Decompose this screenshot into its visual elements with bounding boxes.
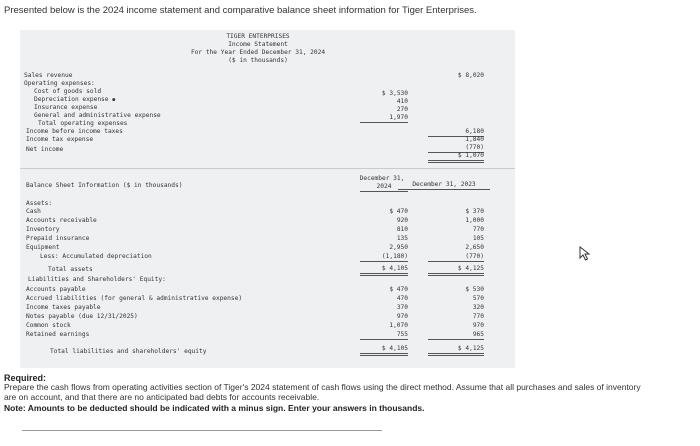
asset-row-label: Less: Accumulated depreciation xyxy=(40,253,152,260)
depreciation-label-text: Depreciation expense xyxy=(34,96,109,103)
liability-row-2024: 970 xyxy=(396,313,408,320)
general-admin-value: 1,970 xyxy=(360,114,408,123)
total-assets-2023: $ 4,125 xyxy=(428,265,484,276)
col-2024-line2: 2024 xyxy=(360,183,408,192)
section-divider xyxy=(20,168,515,169)
liability-row-2024: 755 xyxy=(360,331,408,340)
net-income-value: $ 1,070 xyxy=(428,152,484,163)
required-note: Note: Amounts to be deducted should be indicated with a minus sign. Enter your answers in thousands. xyxy=(4,403,425,413)
asset-row-2023: 770 xyxy=(472,226,484,233)
total-operating-label: Total operating expenses xyxy=(38,120,128,127)
liability-row-2024: 370 xyxy=(396,304,408,311)
asset-row-2024: 135 xyxy=(396,235,408,242)
required-title: Required: xyxy=(4,373,47,383)
asset-row-2024: 920 xyxy=(396,217,408,224)
income-before-taxes-label: Income before income taxes xyxy=(26,128,123,135)
total-liabilities-2023: $ 4,125 xyxy=(428,345,484,356)
general-admin-label: General and administrative expense xyxy=(34,112,161,119)
income-tax-value: (770) xyxy=(428,144,484,153)
financial-statements-image xyxy=(20,30,515,368)
liability-row-2023: 965 xyxy=(428,331,484,340)
liability-row-2024: $ 470 xyxy=(389,286,408,293)
asset-row-2024: $ 470 xyxy=(389,208,408,215)
intro-text: Presented below is the 2024 income statement and comparative balance sheet information for Tiger Enterprises. xyxy=(4,5,477,16)
total-liabilities-2024: $ 4,105 xyxy=(360,345,408,356)
liability-row-2023: $ 530 xyxy=(465,286,484,293)
operating-expenses-label: Operating expenses: xyxy=(24,80,95,87)
total-operating-value: 6,180 xyxy=(428,128,484,137)
asset-row-2024: 2,950 xyxy=(389,244,408,251)
asset-row-label: Prepaid insurance xyxy=(26,235,90,242)
asset-row-2024: (1,180) xyxy=(360,253,408,262)
asset-row-label: Equipment xyxy=(26,244,60,251)
liability-row-2023: 570 xyxy=(472,295,484,302)
liability-row-2024: 470 xyxy=(396,295,408,302)
asset-row-label: Cash xyxy=(26,208,41,215)
assets-label: Assets: xyxy=(26,200,53,207)
col-2023: December 31, 2023 xyxy=(398,181,490,190)
liability-row-label: Accrued liabilities (for general & administrative expense) xyxy=(26,295,243,302)
total-liabilities-label: Total liabilities and shareholders' equity xyxy=(50,348,207,355)
sales-revenue-label: Sales revenue xyxy=(24,72,73,79)
company-name: TIGER ENTERPRISES xyxy=(226,33,290,40)
asset-row-2023: $ 370 xyxy=(465,208,484,215)
net-income-label: Net income xyxy=(26,146,64,153)
statement-units: ($ in thousands) xyxy=(228,57,288,64)
liability-row-2023: 320 xyxy=(472,304,484,311)
asset-row-2023: 1,000 xyxy=(465,217,484,224)
liability-row-label: Accounts payable xyxy=(26,286,86,293)
col-2024-line1: December 31, xyxy=(359,175,405,182)
liability-row-2023: 970 xyxy=(472,322,484,329)
liability-row-label: Notes payable (due 12/31/2025) xyxy=(26,313,138,320)
liability-row-2024: 1,070 xyxy=(389,322,408,329)
asset-row-2023: 105 xyxy=(472,235,484,242)
liability-row-label: Retained earnings xyxy=(26,331,90,338)
cogs-value: $ 3,530 xyxy=(381,90,408,97)
asset-row-2023: 2,650 xyxy=(465,244,484,251)
cogs-label: Cost of goods sold xyxy=(34,88,102,95)
depreciation-label: Depreciation expense ● xyxy=(34,96,116,103)
statement-period: For the Year Ended December 31, 2024 xyxy=(190,49,326,56)
total-assets-2024: $ 4,105 xyxy=(360,265,408,276)
liability-row-label: Common stock xyxy=(26,322,71,329)
asset-row-2024: 810 xyxy=(396,226,408,233)
asset-row-2023: (770) xyxy=(428,253,484,262)
depreciation-value: 410 xyxy=(396,98,408,105)
income-tax-label: Income tax expense xyxy=(26,136,94,143)
total-assets-label: Total assets xyxy=(48,266,93,273)
required-body: Prepare the cash flows from operating activities section of Tiger's 2024 statement of cash flows using the direct method. Assume that all purchases and sales of inventory are on account, and that there are no anticipated bad debts for accounts receivable. xyxy=(4,382,641,402)
asset-row-label: Inventory xyxy=(26,226,60,233)
liabilities-label: Liabilities and Shareholders' Equity: xyxy=(28,276,166,283)
answer-divider xyxy=(22,430,382,431)
liability-row-label: Income taxes payable xyxy=(26,304,101,311)
insurance-value: 270 xyxy=(396,106,408,113)
balance-sheet-title: Balance Sheet Information ($ in thousands) xyxy=(26,182,183,189)
sales-revenue-value: $ 8,020 xyxy=(457,72,484,79)
statement-name: Income Statement xyxy=(228,41,288,48)
income-before-taxes-value: 1,840 xyxy=(465,136,484,143)
asset-row-label: Accounts receivable xyxy=(26,217,97,224)
insurance-label: Insurance expense xyxy=(34,104,98,111)
cursor-icon xyxy=(578,246,592,262)
liability-row-2023: 770 xyxy=(472,313,484,320)
